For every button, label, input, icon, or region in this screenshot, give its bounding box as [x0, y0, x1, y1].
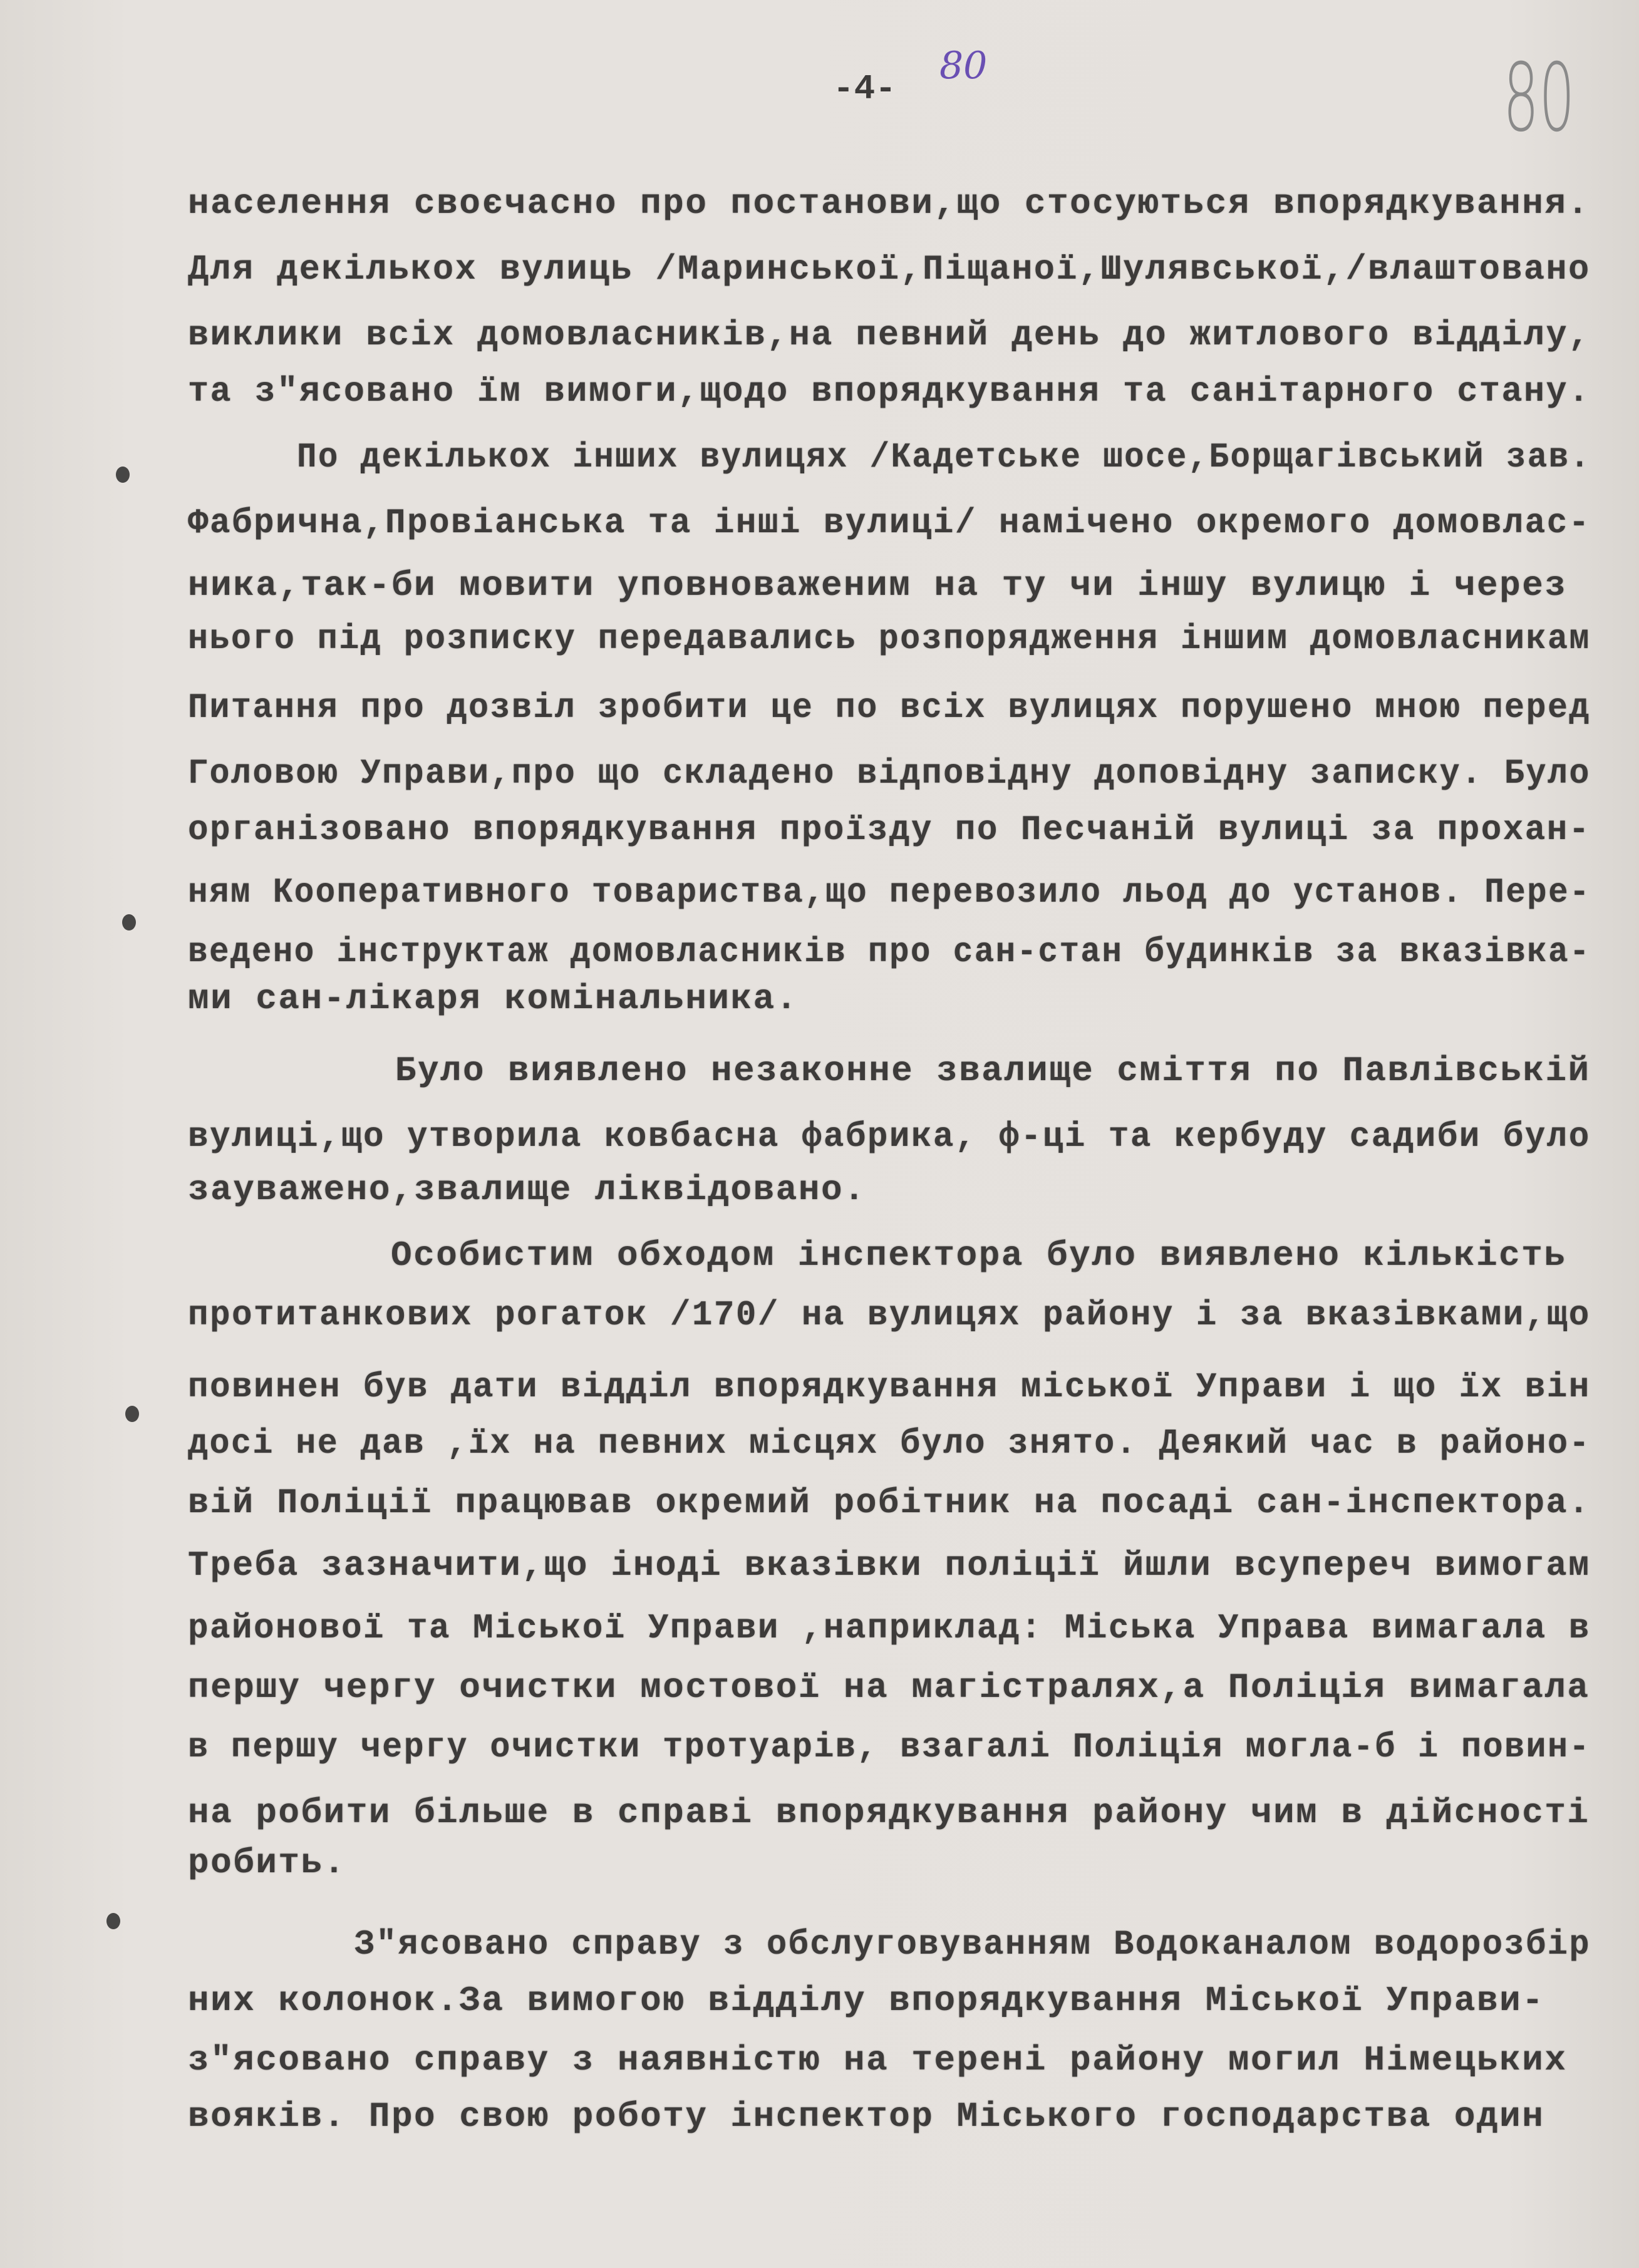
page-number: -4- [833, 69, 896, 109]
text-line: зауважено,звалище ліквідовано. [188, 1170, 867, 1210]
text-line: першу чергу очистки мостової на магістралях,а Поліція вимагала [188, 1667, 1590, 1708]
text-line: Для декількох вулиць /Маринської,Піщаної,Шулявської,/влаштовано [188, 249, 1591, 289]
text-line: ми сан-лікаря комінальника. [188, 979, 799, 1019]
text-line: вояків. Про свою роботу інспектор Міського господарства один [188, 2096, 1545, 2137]
text-line: З"ясовано справу з обслуговуванням Водоканалом водорозбір [354, 1924, 1591, 1964]
text-line: робить. [188, 1843, 346, 1883]
text-line: досі не дав ,їх на певних місцях було знято. Деякий час в районо- [188, 1423, 1591, 1463]
punch-hole [116, 466, 130, 483]
text-line: організовано впорядкування проїзду по Песчаній вулиці за прохан- [188, 810, 1591, 850]
text-line: на робити більше в справі впорядкування району чим в дійсності [188, 1793, 1590, 1833]
text-line: районової та Міської Управи ,наприклад: Міська Управа вимагала в [188, 1608, 1591, 1648]
text-line: з"ясовано справу з наявністю на терені району могил Німецьких [188, 2040, 1568, 2080]
text-line: ника,так-би мовити уповноваженим на ту чи іншу вулицю і через [188, 565, 1568, 606]
text-line: населення своєчасно про постанови,що стосуються впорядкування. [188, 183, 1590, 224]
text-line: Головою Управи,про що складено відповідну доповідну записку. Було [188, 753, 1591, 793]
text-line: вулиці,що утворила ковбасна фабрика, ф-ці та кербуду садиби було [188, 1116, 1591, 1157]
text-line: нього під розписку передавались розпорядження іншим домовласникам [188, 619, 1591, 659]
text-line: По декількох інших вулицях /Кадетське шосе,Борщагівський зав. [297, 437, 1591, 477]
text-line: в першу чергу очистки тротуарів, взагалі Поліція могла-б і повин- [188, 1727, 1591, 1767]
text-line: виклики всіх домовласників,на певний день до житлового відділу, [188, 315, 1591, 355]
text-line: Питання про дозвіл зробити це по всіх вулицях порушено мною перед [188, 688, 1591, 728]
text-line: них колонок.За вимогою відділу впорядкування Міської Управи- [188, 1981, 1545, 2021]
punch-hole [125, 1406, 139, 1422]
text-line: Треба зазначити,що іноді вказівки поліції йшли всупереч вимогам [188, 1545, 1591, 1585]
text-line: ведено інструктаж домовласників про сан-стан будинків за вказівка- [188, 932, 1591, 972]
punch-hole [106, 1913, 120, 1929]
text-line: Фабрична,Провіанська та інші вулиці/ намічено окремого домовлас- [188, 503, 1591, 543]
text-line: повинен був дати відділ впорядкування міської Управи і що їх він [188, 1367, 1591, 1407]
folio-number-ink: 80 [939, 44, 988, 88]
text-line: вій Поліції працював окремий робітник на посаді сан-інспектора. [188, 1483, 1591, 1523]
text-line: Особистим обходом інспектора було виявлено кількість [391, 1235, 1567, 1276]
text-line: Було виявлено незаконне звалище сміття по Павлівській [395, 1051, 1591, 1091]
text-line: ням Кооперативного товариства,що перевозило льод до установ. Пере- [188, 872, 1591, 912]
punch-hole [122, 914, 136, 930]
text-line: та з"ясовано їм вимоги,щодо впорядкування та санітарного стану. [188, 371, 1591, 411]
folio-number-pencil: 80 [1503, 44, 1575, 153]
text-line: протитанкових рогаток /170/ на вулицях району і за вказівками,що [188, 1295, 1591, 1335]
